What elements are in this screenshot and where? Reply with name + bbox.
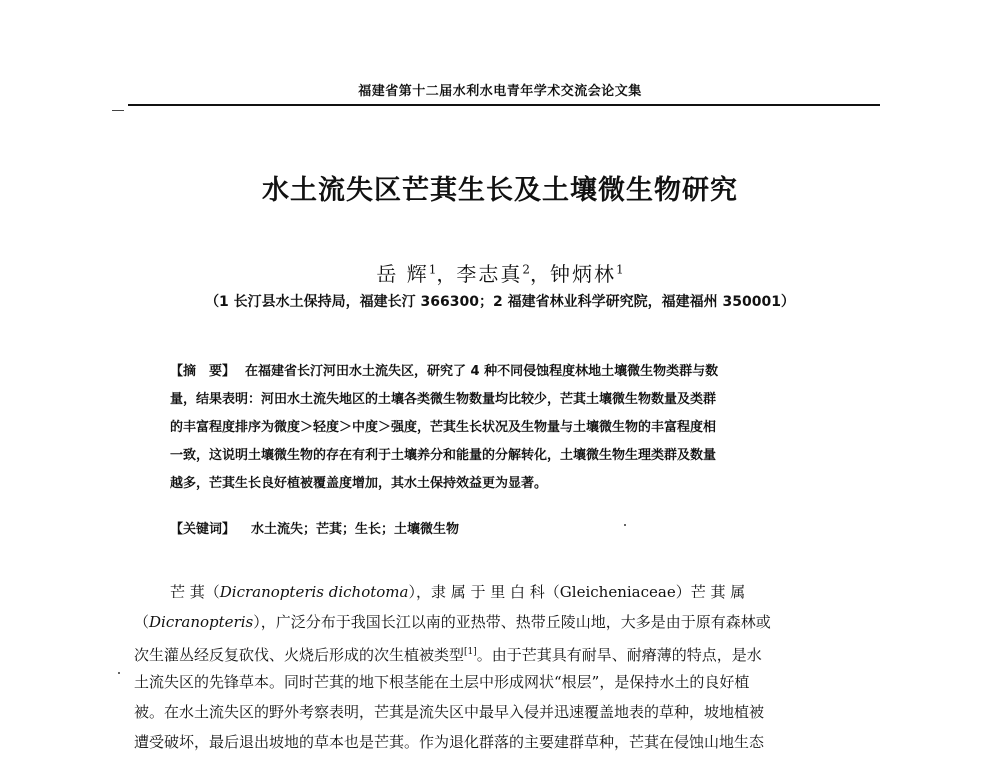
- author-list: [0, 258, 1000, 287]
- author-name: 岳 辉: [376, 262, 429, 286]
- running-header: 福建省第十二届水利水电青年学术交流会论文集: [358, 84, 642, 99]
- author-separator: ，: [530, 262, 550, 286]
- body-line: [134, 577, 880, 607]
- body-text-run: ），广泛分布于我国长江以南的亚热带、热带丘陵山地，大多是由于原有森林或: [253, 613, 771, 631]
- latin-name: Dicranopteris: [149, 613, 254, 631]
- author-affil-mark: 2: [522, 262, 530, 277]
- abstract-line: 的丰富程度排序为微度＞轻度＞中度＞强度，芒萁生长状况及生物量与土壤微生物的丰富程度相: [170, 420, 717, 435]
- citation-ref: [1]: [464, 647, 477, 657]
- abstract-line: 一致，这说明土壤微生物的存在有利于土壤养分和能量的分解转化，土壤微生物生理类群及数量: [170, 448, 717, 463]
- scan-speck: [118, 672, 120, 674]
- header-rule: [128, 104, 880, 106]
- abstract-line: [170, 358, 850, 386]
- header-rule-stub: [112, 110, 124, 111]
- latin-name: Dicranopteris dichotoma: [219, 583, 409, 601]
- abstract: [170, 358, 850, 498]
- abstract-label: 【摘 要】: [170, 364, 236, 379]
- body-line: [134, 637, 880, 667]
- body-line: [134, 607, 880, 637]
- body-text-run: （: [134, 613, 150, 631]
- author-affil-mark: 1: [616, 262, 624, 277]
- body-line: 遭受破坏，最后退出坡地的草本也是芒萁。作为退化群落的主要建群草种，芒萁在侵蚀山地生态: [134, 733, 765, 751]
- author-name: 钟炳林: [550, 262, 616, 286]
- keywords-text: 水土流失；芒萁；生长；土壤微生物: [251, 522, 460, 537]
- scan-speck: [624, 524, 626, 526]
- keywords: [170, 518, 850, 537]
- author-affil-mark: 1: [428, 262, 437, 277]
- author-separator: ，: [436, 262, 457, 286]
- author-name: 李志真: [456, 262, 523, 286]
- keywords-label: 【关键词】: [170, 522, 236, 537]
- body-text-run: 。由于芒萁具有耐旱、耐瘠薄的特点，是水: [476, 646, 762, 664]
- body-text-run: 芒 萁（: [170, 583, 220, 601]
- paper-title: 水土流失区芒萁生长及土壤微生物研究: [262, 175, 738, 206]
- body-paragraph: [134, 577, 880, 757]
- body-line: 被。在水土流失区的野外考察表明，芒萁是流失区中最早入侵并迅速覆盖地表的草种，坡地植被: [134, 703, 765, 721]
- body-text-run: ），隶 属 于 里 白 科（Gleicheniaceae）芒 萁 属: [408, 583, 746, 601]
- abstract-line: 量，结果表明：河田水土流失地区的土壤各类微生物数量均比较少，芒萁土壤微生物数量及类群: [170, 392, 717, 407]
- body-text-run: 次生灌丛经反复砍伐、火烧后形成的次生植被类型: [134, 646, 465, 664]
- affiliations: （1 长汀县水土保持局，福建长汀 366300；2 福建省林业科学研究院，福建福州 350001）: [205, 294, 795, 310]
- abstract-line: 越多，芒萁生长良好植被覆盖度增加，其水土保持效益更为显著。: [170, 476, 548, 491]
- body-line: 土流失区的先锋草本。同时芒萁的地下根茎能在土层中形成网状“根层”，是保持水土的良好植: [134, 673, 750, 691]
- abstract-text: 在福建省长汀河田水土流失区，研究了 4 种不同侵蚀程度林地土壤微生物类群与数: [245, 364, 719, 379]
